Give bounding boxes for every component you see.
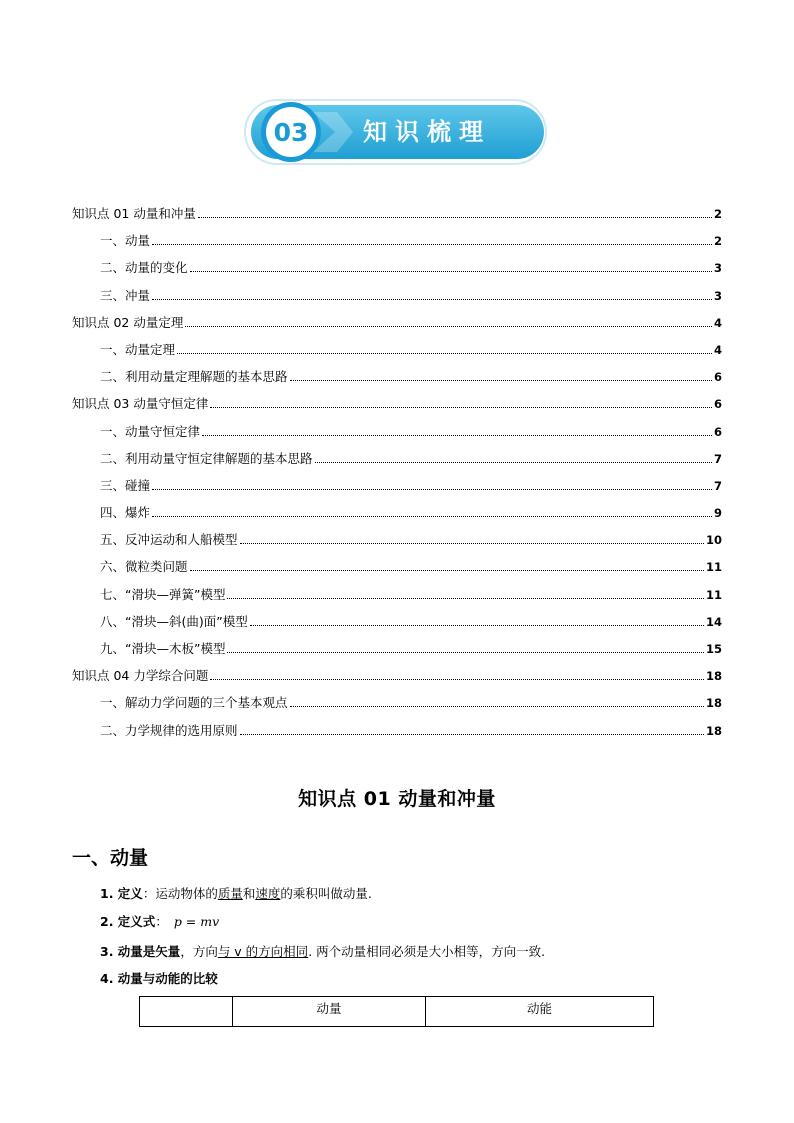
toc-entry-title: 二、动量的变化 <box>100 260 188 276</box>
toc-entry[interactable] <box>72 476 722 503</box>
toc-entry-title: 四、爆炸 <box>100 505 151 521</box>
toc-leader-dots <box>315 449 712 463</box>
toc-entry-title: 知识点 01 动量和冲量 <box>72 206 196 221</box>
subsection-heading: 一、动量 <box>72 847 149 869</box>
toc-page-number: 10 <box>705 533 722 548</box>
toc-entry[interactable] <box>72 204 722 231</box>
text: . 两个动量相同必须是大小相等，方向一致. <box>308 944 546 959</box>
underlined-term: 与 v 的方向相同 <box>217 944 309 959</box>
toc-page-number: 4 <box>713 342 722 357</box>
toc-page-number: 11 <box>705 587 722 602</box>
table-header-cell: 动能 <box>426 997 654 1027</box>
toc-entry-title: 知识点 03 动量守恒定律 <box>72 396 209 412</box>
toc-page-number: 3 <box>713 261 722 276</box>
toc-entry[interactable] <box>72 693 722 720</box>
toc-entry[interactable] <box>72 721 722 748</box>
toc-entry[interactable] <box>72 557 722 584</box>
toc-entry[interactable] <box>72 503 722 530</box>
toc-entry[interactable] <box>72 612 722 639</box>
toc-entry[interactable] <box>72 313 722 340</box>
toc-page-number: 6 <box>713 424 722 439</box>
toc-page-number: 14 <box>705 614 722 629</box>
banner-number: 03 <box>273 117 309 147</box>
toc-entry-title: 一、动量 <box>100 233 151 249</box>
toc-entry-title: 一、解动力学问题的三个基本观点 <box>100 695 288 711</box>
toc-entry[interactable] <box>72 286 722 313</box>
toc-page-number: 9 <box>713 506 722 521</box>
toc-page-number: 18 <box>705 669 722 684</box>
toc-leader-dots <box>198 204 712 218</box>
table-header-row <box>140 997 654 1027</box>
comparison-table <box>139 996 654 1027</box>
toc-leader-dots <box>152 286 712 300</box>
toc-entry-title: 三、碰撞 <box>100 477 151 493</box>
table-header-cell: 动量 <box>233 997 426 1027</box>
definition-paragraph <box>100 884 372 904</box>
toc-entry[interactable] <box>72 666 722 693</box>
toc-leader-dots <box>227 639 704 653</box>
toc-leader-dots <box>190 557 704 571</box>
toc-page-number: 2 <box>713 234 722 249</box>
text: 和 <box>242 886 256 901</box>
comparison-title <box>100 969 218 989</box>
toc-entry[interactable] <box>72 394 722 421</box>
toc-entry-title: 知识点 04 力学综合问题 <box>72 668 209 684</box>
text: 的乘积叫做动量. <box>280 886 372 901</box>
toc-page-number: 6 <box>713 370 722 385</box>
toc-entry[interactable] <box>72 585 722 612</box>
toc-leader-dots <box>240 530 704 544</box>
underlined-term: 质量 <box>217 886 243 901</box>
toc-entry-title: 五、反冲运动和人船模型 <box>100 532 238 548</box>
text: ： <box>155 914 168 929</box>
vector-paragraph <box>100 942 545 962</box>
toc-entry[interactable] <box>72 422 722 449</box>
toc-leader-dots <box>152 476 712 490</box>
text: ：运动物体的 <box>142 886 218 901</box>
formula: p = mv <box>173 914 220 929</box>
toc-leader-dots <box>202 422 712 436</box>
toc-page-number: 18 <box>705 723 722 738</box>
toc-entry-title: 一、动量守恒定律 <box>100 423 201 439</box>
toc-leader-dots <box>290 367 712 381</box>
toc-leader-dots <box>152 231 712 245</box>
item-number: 3. 动量是矢量 <box>100 944 181 959</box>
text: ，方向 <box>180 944 218 959</box>
toc-leader-dots <box>210 666 704 680</box>
toc-entry-title: 九、“滑块—木板”模型 <box>100 641 226 656</box>
toc-leader-dots <box>190 258 712 272</box>
toc-page-number: 15 <box>705 642 722 656</box>
toc-entry[interactable] <box>72 530 722 557</box>
toc-page-number: 11 <box>705 560 722 575</box>
toc-entry-title: 三、冲量 <box>100 287 151 303</box>
toc-entry[interactable] <box>72 449 722 476</box>
underlined-term: 速度 <box>255 886 281 901</box>
toc-leader-dots <box>240 721 704 735</box>
item-number: 2. 定义式 <box>100 914 156 929</box>
toc-entry-title: 一、动量定理 <box>100 341 176 357</box>
toc-entry-title: 八、“滑块—斜(曲)面”模型 <box>100 613 248 629</box>
toc-leader-dots <box>185 313 712 327</box>
toc-page-number: 4 <box>713 315 722 330</box>
toc-entry-title: 二、利用动量定理解题的基本思路 <box>100 369 288 385</box>
comparison-label: 4. 动量与动能的比较 <box>100 971 218 986</box>
formula-paragraph <box>100 912 219 932</box>
toc-page-number: 7 <box>713 478 722 493</box>
toc-page-number: 18 <box>705 696 722 711</box>
toc-leader-dots <box>152 503 712 517</box>
item-number: 1. 定义 <box>100 886 143 901</box>
section-heading: 知识点 01 动量和冲量 <box>298 788 496 810</box>
banner-title: 知识梳理 <box>363 118 491 146</box>
toc-entry-title: 知识点 02 动量定理 <box>72 314 184 330</box>
toc-entry-title: 二、利用动量守恒定律解题的基本思路 <box>100 450 313 466</box>
toc-page-number: 7 <box>713 451 722 466</box>
toc-entry-title: 二、力学规律的选用原则 <box>100 722 238 738</box>
toc-leader-dots <box>210 394 712 408</box>
toc-leader-dots <box>290 693 704 707</box>
toc-entry[interactable] <box>72 231 722 258</box>
toc-page-number: 2 <box>713 207 722 221</box>
table-of-contents <box>72 204 722 748</box>
toc-leader-dots <box>250 612 704 626</box>
toc-page-number: 6 <box>713 397 722 412</box>
toc-entry[interactable] <box>72 367 722 394</box>
toc-entry-title: 六、微粒类问题 <box>100 559 188 575</box>
section-banner <box>243 98 548 166</box>
toc-entry[interactable] <box>72 340 722 367</box>
toc-leader-dots <box>227 585 704 599</box>
toc-entry[interactable] <box>72 258 722 285</box>
toc-entry[interactable] <box>72 639 722 666</box>
table-header-cell <box>140 997 233 1027</box>
toc-page-number: 3 <box>713 288 722 303</box>
toc-leader-dots <box>177 340 712 354</box>
toc-entry-title: 七、“滑块—弹簧”模型 <box>100 586 226 602</box>
